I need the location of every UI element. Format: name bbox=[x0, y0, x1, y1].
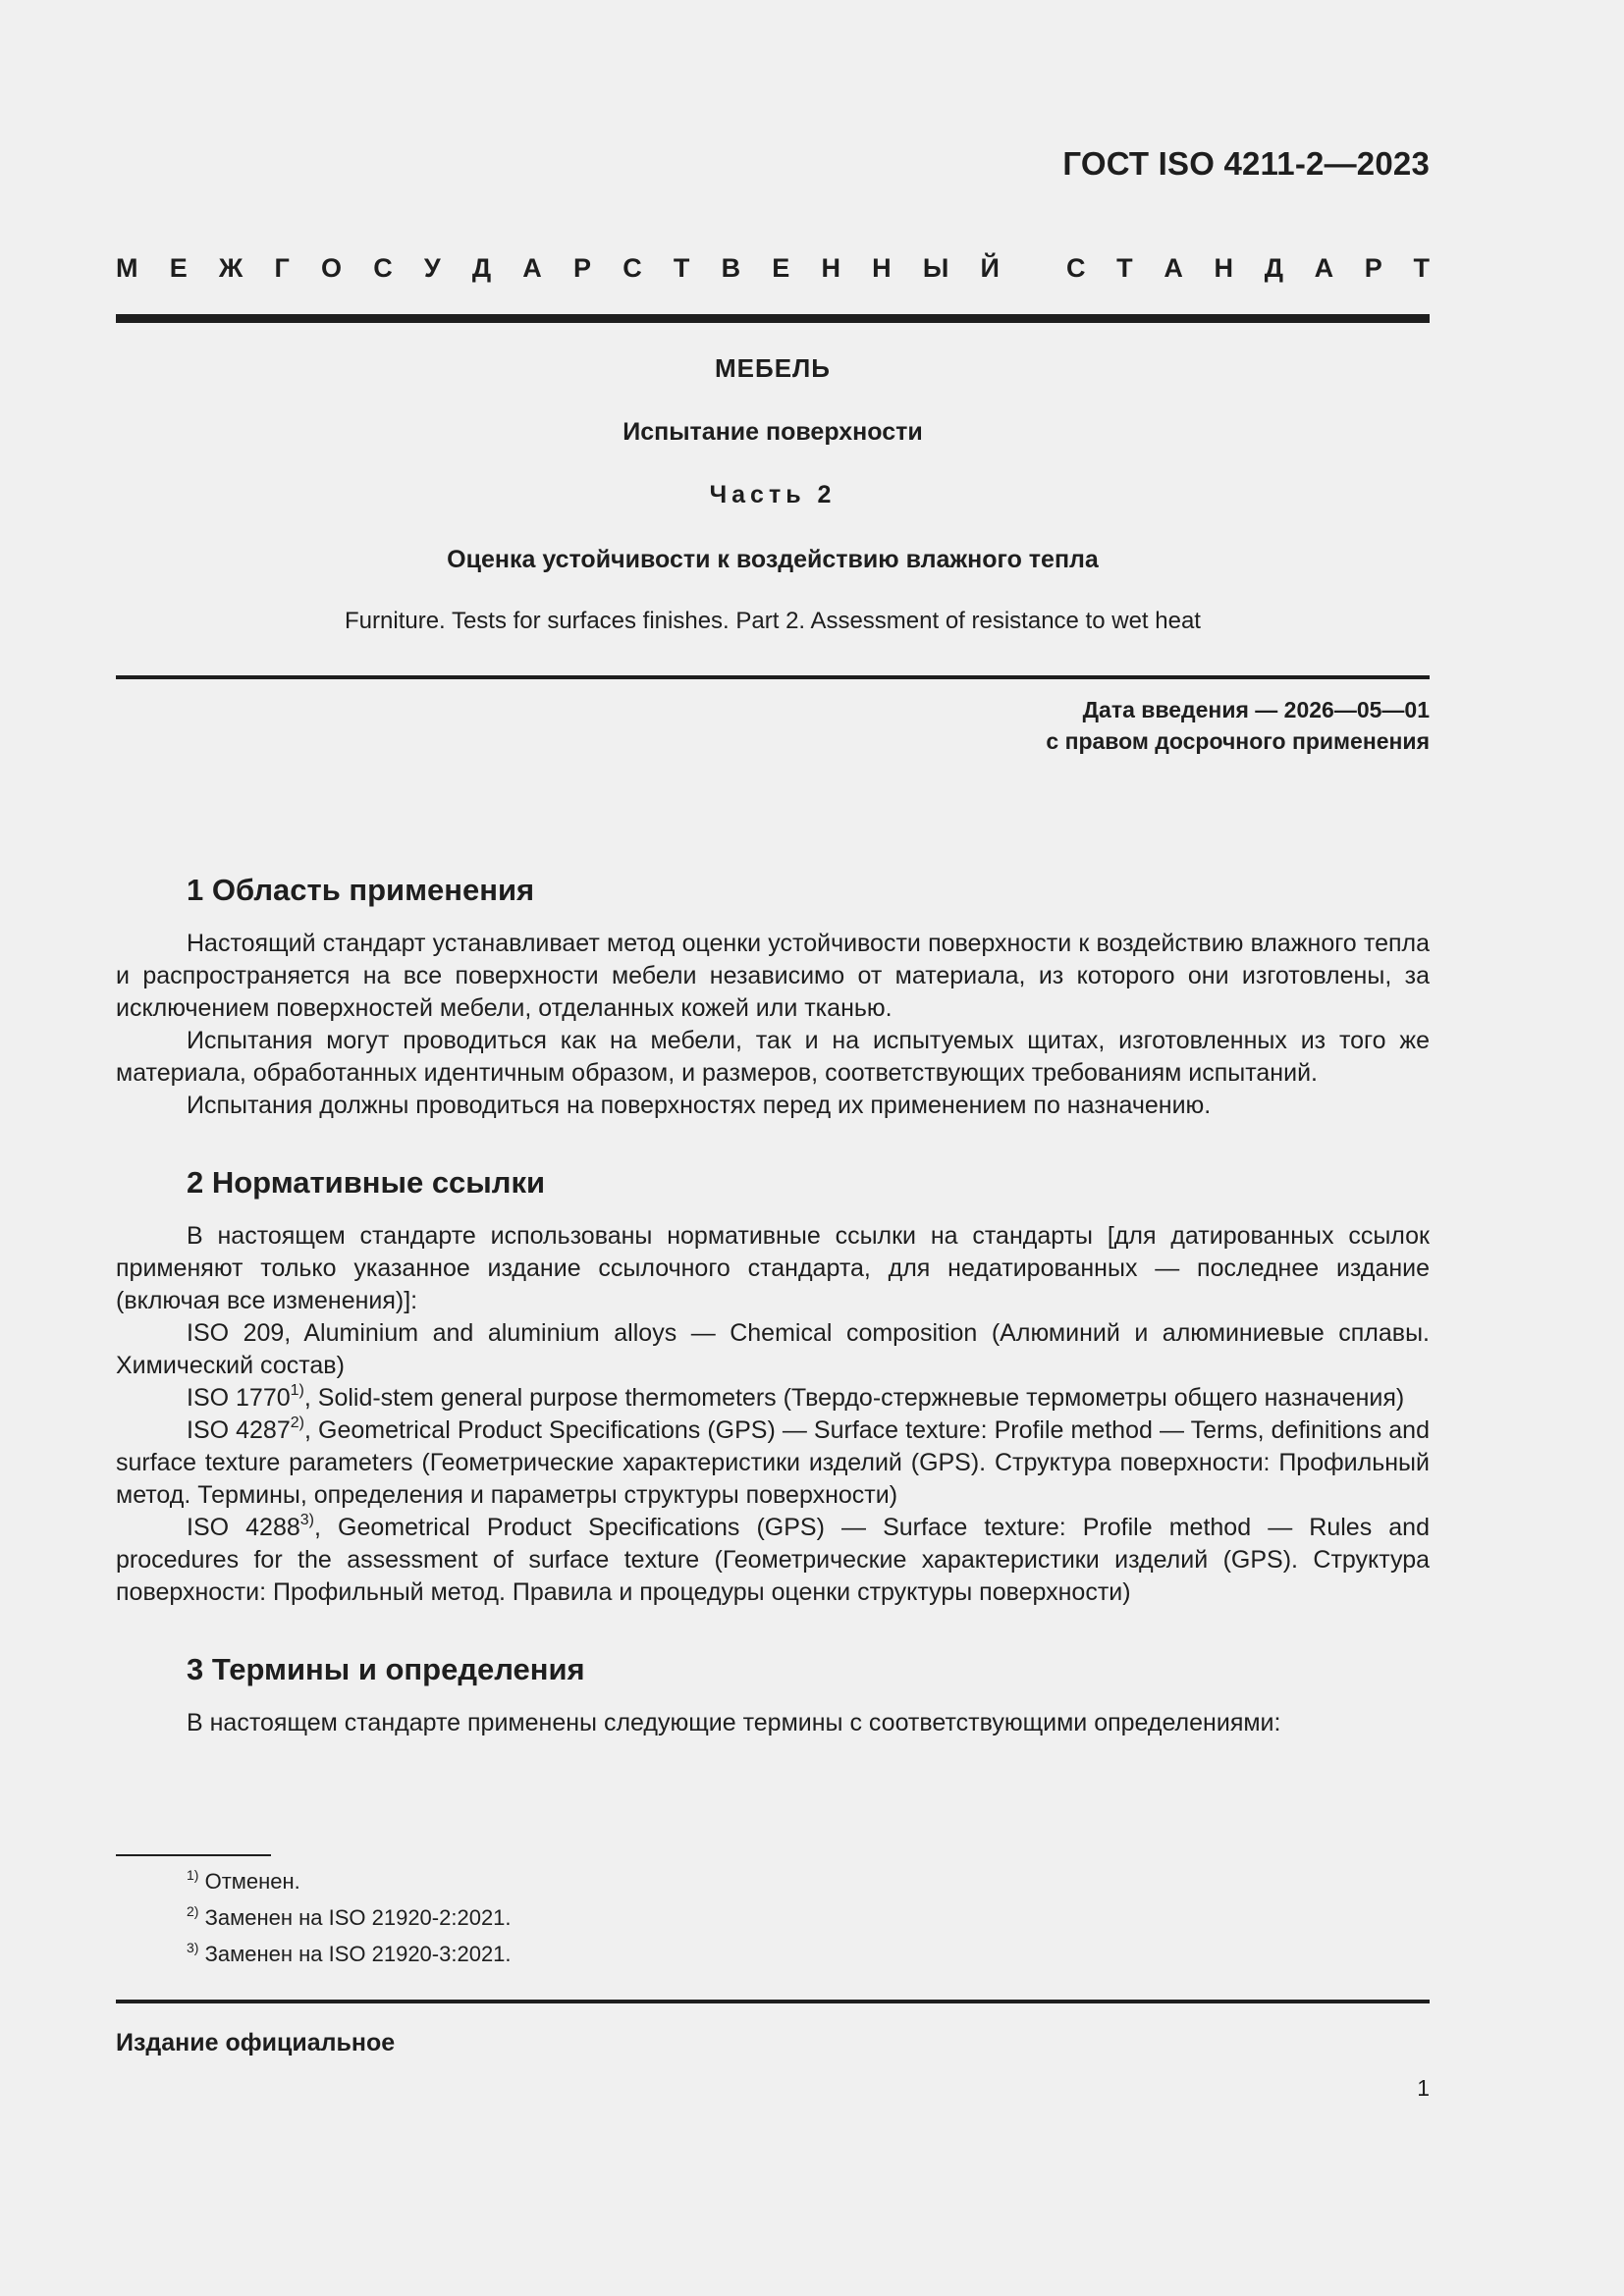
reference-item bbox=[116, 1512, 1430, 1609]
letter: В bbox=[721, 253, 741, 283]
title-english: Furniture. Tests for surfaces finishes. Part 2. Assessment of resistance to wet heat bbox=[345, 608, 1201, 634]
paragraph: Испытания должны проводиться на поверхностях перед их применением по назначению. bbox=[187, 1092, 1212, 1119]
reference-item bbox=[116, 1317, 1430, 1382]
reference-item bbox=[116, 1382, 1430, 1415]
footnote bbox=[187, 1863, 512, 1899]
paragraph: Испытания могут проводиться как на мебели, так и на испытуемых щитах, изготовленных из того же материала, обработанных идентичным образом, и размеров, соответствующих требованиям испытаний. bbox=[116, 1027, 1430, 1087]
official-edition-label: Издание официальное bbox=[116, 2029, 396, 2056]
interstate-standard-heading bbox=[116, 253, 1430, 284]
letter: Ы bbox=[922, 253, 949, 283]
section-heading-terms: 3 Термины и определения bbox=[187, 1652, 585, 1686]
reference-code: ISO 4288 bbox=[187, 1514, 300, 1541]
header-divider bbox=[116, 314, 1430, 323]
footnote-text: Заменен на ISO 21920-2:2021. bbox=[204, 1905, 512, 1930]
reference-text: , Geometrical Product Specifications (GPS) — Surface texture: Profile method — Terms, definitions and surface texture parameters (Геометрические характеристики изделий (GPS). Структура поверхности: Профильный метод. Термины, определения и параметры структуры поверхности) bbox=[116, 1416, 1430, 1509]
letter: Е bbox=[169, 253, 188, 283]
letter: С bbox=[1066, 253, 1086, 283]
title-sub: Испытание поверхности bbox=[623, 418, 923, 446]
paragraph: Настоящий стандарт устанавливает метод оценки устойчивости поверхности к воздействию влажного тепла и распространяется на все поверхности мебели независимо от материала, из которого они изготовлены, за исключением поверхностей мебели, отделанных кожей или тканью. bbox=[116, 930, 1430, 1022]
reference-code: ISO 1770 bbox=[187, 1384, 291, 1412]
title-topic: Оценка устойчивости к воздействию влажного тепла bbox=[447, 546, 1099, 573]
introduction-date-block bbox=[1046, 694, 1430, 757]
paragraph: В настоящем стандарте использованы нормативные ссылки на стандарты [для датированных ссылок применяют только указанное издание ссылочного стандарта, для недатированных — последнее издание (включая все изменения)]: bbox=[116, 1222, 1430, 1314]
letter: О bbox=[320, 253, 342, 283]
letter: А bbox=[1314, 253, 1334, 283]
reference-text: , Solid-stem general purpose thermometers (Твердо-стержневые термометры общего назначения) bbox=[303, 1384, 1405, 1412]
letter: Й bbox=[980, 253, 1000, 283]
document-code: ГОСТ ISO 4211-2—2023 bbox=[1062, 145, 1430, 182]
letter: Н bbox=[821, 253, 840, 283]
footnote-divider bbox=[116, 1854, 271, 1856]
letter: Т bbox=[1116, 253, 1133, 283]
title-part: Часть 2 bbox=[709, 481, 837, 508]
footnote-ref: 2) bbox=[290, 1415, 304, 1431]
footnotes bbox=[187, 1863, 512, 1972]
title-divider bbox=[116, 675, 1430, 679]
letter: Д bbox=[471, 253, 492, 283]
letter: Т bbox=[1413, 253, 1430, 283]
letter: А bbox=[522, 253, 542, 283]
footnote bbox=[187, 1899, 512, 1936]
paragraph: В настоящем стандарте применены следующие термины с соответствующими определениями: bbox=[187, 1709, 1281, 1736]
letter: Т bbox=[673, 253, 690, 283]
section-heading-normative-references: 2 Нормативные ссылки bbox=[187, 1165, 546, 1200]
letter: С bbox=[623, 253, 642, 283]
footer-divider bbox=[116, 2000, 1430, 2003]
letter: Ж bbox=[218, 253, 244, 283]
interstate-word bbox=[116, 253, 1000, 284]
letter: Д bbox=[1264, 253, 1283, 283]
section-heading-scope: 1 Область применения bbox=[187, 873, 535, 907]
footnote-mark: 1) bbox=[187, 1867, 199, 1883]
letter: Н bbox=[1214, 253, 1234, 283]
footnote-text: Заменен на ISO 21920-3:2021. bbox=[204, 1942, 512, 1966]
standard-word bbox=[1066, 253, 1430, 284]
letter: Г bbox=[274, 253, 290, 283]
page-number: 1 bbox=[1417, 2075, 1430, 2101]
letter: Е bbox=[772, 253, 790, 283]
reference-code: ISO 4287 bbox=[187, 1416, 291, 1444]
reference-item bbox=[116, 1415, 1430, 1512]
footnote-ref: 1) bbox=[290, 1382, 304, 1399]
document-body bbox=[116, 867, 1430, 1739]
introduction-date: Дата введения — 2026—05—01 bbox=[1082, 697, 1430, 722]
letter: У bbox=[423, 253, 441, 283]
letter: Р bbox=[1364, 253, 1382, 283]
letter: А bbox=[1164, 253, 1183, 283]
letter: С bbox=[373, 253, 393, 283]
footnote-mark: 2) bbox=[187, 1903, 199, 1919]
reference-text: , Geometrical Product Specifications (GPS) — Surface texture: Profile method — Rules and procedures for the assessment of surface texture (Геометрические характеристики изделий (GPS). Структура поверхности: Профильный метод. Правила и процедуры оценки структуры поверхности) bbox=[116, 1514, 1430, 1606]
title-main: МЕБЕЛЬ bbox=[715, 353, 831, 383]
letter: Р bbox=[572, 253, 591, 283]
footnote-text: Отменен. bbox=[204, 1869, 300, 1894]
letter: М bbox=[116, 253, 138, 283]
footnote-mark: 3) bbox=[187, 1940, 199, 1955]
reference-text: , Aluminium and aluminium alloys — Chemical composition (Алюминий и алюминиевые сплавы. Химический состав) bbox=[116, 1319, 1430, 1379]
early-application-note: с правом досрочного применения bbox=[1046, 728, 1430, 754]
footnote-ref: 3) bbox=[299, 1512, 315, 1528]
reference-code: ISO 209 bbox=[187, 1319, 285, 1347]
document-page bbox=[116, 0, 1430, 2296]
footnote bbox=[187, 1936, 512, 1972]
letter: Н bbox=[872, 253, 892, 283]
